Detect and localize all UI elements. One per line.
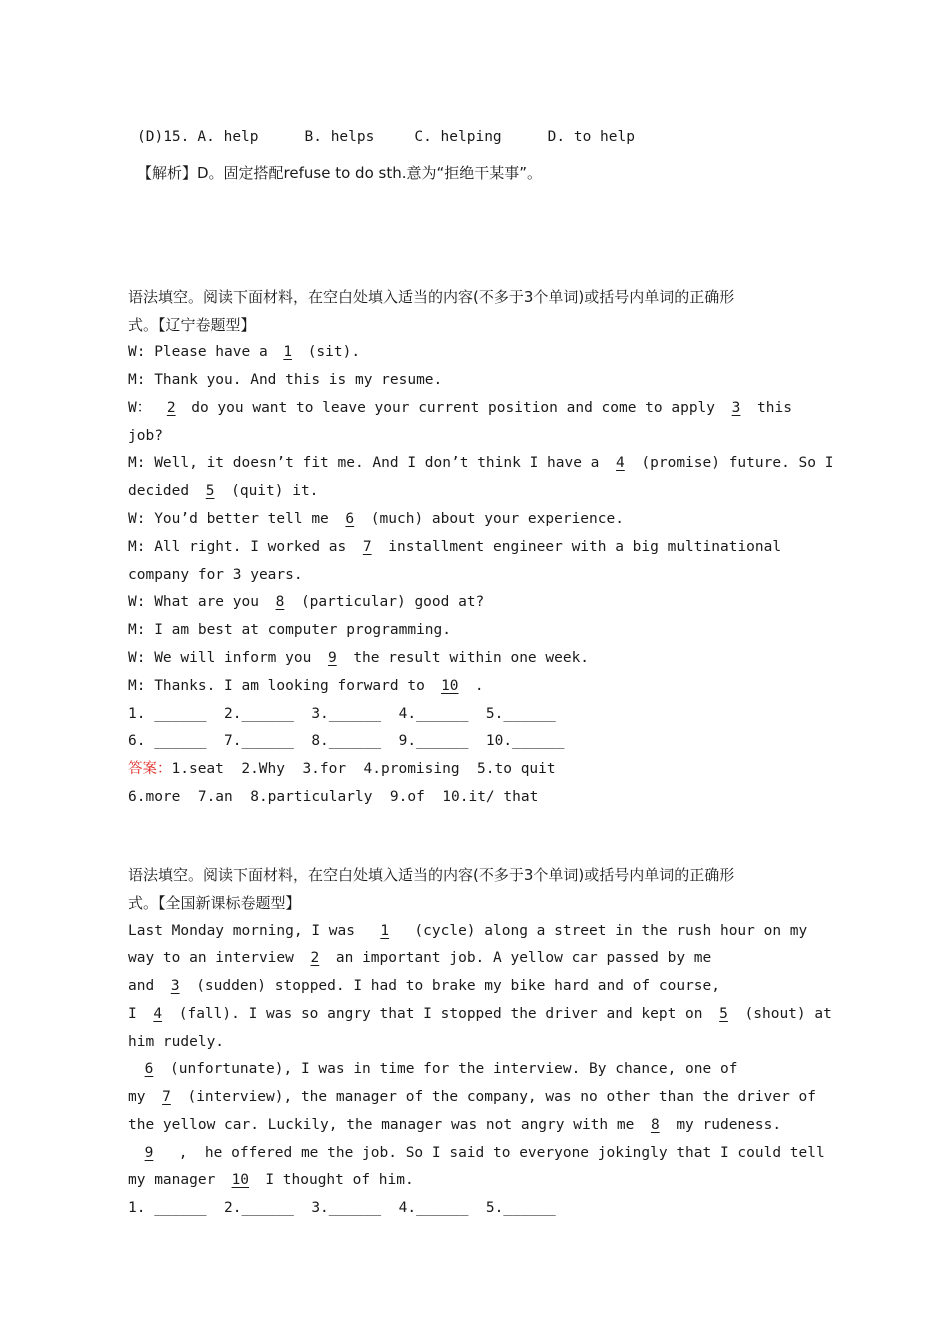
blank-3: 3 [170, 978, 180, 994]
sec2-instruction-line2: 式。【全国新课标卷题型】 [128, 894, 301, 912]
q15-option-a: A. help [197, 129, 259, 145]
blank-5: 5 [719, 1006, 728, 1022]
blank-8: 8 [275, 594, 285, 610]
blank-3: 3 [731, 400, 741, 416]
sec1-answers-1 [128, 759, 556, 779]
text: (particular) good at? [300, 594, 485, 610]
sec2-line-2 [128, 948, 711, 968]
sec1-line-6 [128, 481, 318, 501]
text: the result within one week. [353, 650, 590, 666]
sec2-line-5: him rudely. [128, 1034, 225, 1050]
q15-number: 15. [163, 129, 190, 145]
sec1-line-12 [128, 648, 589, 668]
sec1-line-7 [128, 509, 624, 529]
q15-analysis: 【解析】D。固定搭配refuse to do sth.意为“拒绝干某事”。 [137, 164, 543, 182]
text: W: Please have a [128, 344, 268, 360]
sec1-line-8 [128, 537, 781, 557]
blank-8: 8 [650, 1117, 660, 1133]
text: way to an interview [128, 950, 294, 966]
sec1-answers-2: 6.more 7.an 8.particularly 9.of 10.it/ that [128, 789, 539, 805]
answer-label: 答案： [128, 761, 172, 777]
text: W: What are you [128, 594, 259, 610]
blank-2: 2 [166, 400, 176, 416]
text: installment engineer with a big multinational [388, 539, 782, 555]
text: (interview), the manager of the company, was no other than the driver of [187, 1089, 817, 1105]
text: decided [128, 483, 190, 499]
blank-4: 4 [153, 1006, 163, 1022]
text: my [128, 1089, 146, 1105]
blank-7: 7 [362, 539, 372, 555]
sec1-line-10 [128, 592, 484, 612]
text: my rudeness. [676, 1117, 782, 1133]
blank-9: 9 [327, 650, 337, 666]
text: W: We will inform you [128, 650, 312, 666]
sec2-line-3 [128, 976, 720, 996]
text: do you want to leave your current position and come to apply [191, 400, 716, 416]
q15-option-b: B. helps [304, 129, 375, 145]
question-15 [137, 127, 635, 147]
sec1-answer-blanks-2: 6. ______ 7.______ 8.______ 9.______ 10.______ [128, 733, 565, 749]
text: I [128, 1006, 137, 1022]
sec1-line-4: job? [128, 428, 163, 444]
sec1-line-3 [128, 398, 792, 418]
blank-1: 1 [380, 923, 390, 939]
blank-2: 2 [310, 950, 320, 966]
text: (sudden) stopped. I had to brake my bike hard and of course, [196, 978, 720, 994]
text: 1.seat 2.Why 3.for 4.promising 5.to quit [171, 761, 556, 777]
blank-10: 10 [231, 1172, 250, 1188]
sec2-line-1 [128, 921, 807, 941]
text: M: All right. I worked as [128, 539, 347, 555]
blank-6: 6 [144, 1061, 154, 1077]
sec2-line-8 [128, 1115, 781, 1135]
text: W: You’d better tell me [128, 511, 329, 527]
text: , he offered me the job. So I said to everyone jokingly that I could tell [170, 1145, 825, 1161]
sec2-answer-blanks-1: 1. ______ 2.______ 3.______ 4.______ 5.______ [128, 1200, 556, 1216]
text: (much) about your experience. [370, 511, 624, 527]
blank-9: 9 [144, 1145, 154, 1161]
sec2-instruction-line1: 语法填空。阅读下面材料，在空白处填入适当的内容(不多于3个单词)或括号内单词的正确形 [128, 866, 735, 884]
text: I thought of him. [265, 1172, 414, 1188]
text: the yellow car. Luckily, the manager was not angry with me [128, 1117, 635, 1133]
text: M: Well, it doesn’t fit me. And I don’t think I have a [128, 455, 600, 471]
text: Last Monday morning, I was [128, 923, 364, 939]
text: (sit). [307, 344, 361, 360]
text: (shout) at [744, 1006, 832, 1022]
sec1-answer-blanks-1: 1. ______ 2.______ 3.______ 4.______ 5.______ [128, 706, 556, 722]
sec1-line-5 [128, 453, 833, 473]
text: this [757, 400, 792, 416]
sec2-line-10 [128, 1170, 414, 1190]
sec1-instruction-line2: 式。【辽宁卷题型】 [128, 316, 256, 334]
text: W： [128, 400, 152, 416]
blank-4: 4 [616, 455, 625, 471]
sec2-line-4 [128, 1004, 832, 1024]
sec1-line-11: M: I am best at computer programming. [128, 622, 452, 638]
sec2-line-6 [128, 1059, 737, 1079]
blank-7: 7 [162, 1089, 171, 1105]
text: an important job. A yellow car passed by me [335, 950, 712, 966]
q15-option-d: D. to help [547, 129, 635, 145]
text: (promise) future. So I [641, 455, 834, 471]
text: (cycle) along a street in the rush hour on my [405, 923, 808, 939]
blank-5: 5 [205, 483, 215, 499]
blank-6: 6 [345, 511, 355, 527]
blank-1: 1 [283, 344, 293, 360]
blank-10: 10 [441, 678, 459, 694]
text: (quit) it. [231, 483, 319, 499]
text: and [128, 978, 155, 994]
sec2-line-9 [128, 1143, 825, 1163]
sec1-instruction-line1: 语法填空。阅读下面材料，在空白处填入适当的内容(不多于3个单词)或括号内单词的正确形 [128, 288, 735, 306]
sec1-line-2: M: Thank you. And this is my resume. [128, 372, 443, 388]
q15-option-c: C. helping [414, 129, 502, 145]
sec1-line-1 [128, 342, 360, 362]
q15-answer: (D) [137, 129, 164, 145]
text: M: Thanks. I am looking forward to [128, 678, 425, 694]
text: (fall). I was so angry that I stopped the driver and kept on [178, 1006, 703, 1022]
text: . [474, 678, 484, 694]
sec1-line-9: company for 3 years. [128, 567, 303, 583]
text: (unfortunate), I was in time for the interview. By chance, one of [170, 1061, 738, 1077]
sec1-line-13 [128, 676, 484, 696]
sec2-line-7 [128, 1087, 816, 1107]
text: my manager [128, 1172, 216, 1188]
